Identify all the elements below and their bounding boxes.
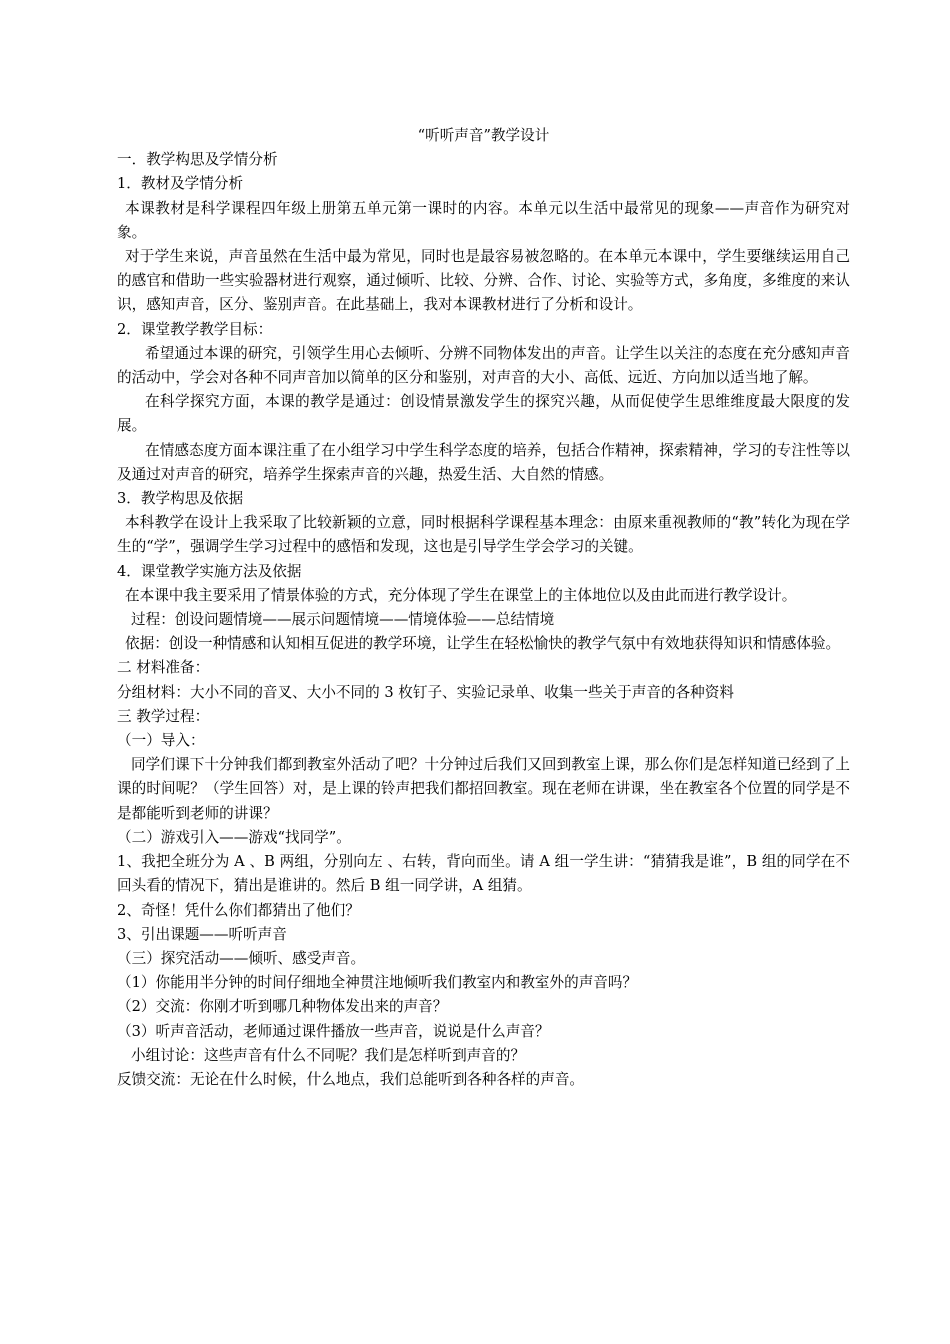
step-heading: （二）游戏引入——游戏“找同学”。 [117,828,351,846]
section-heading: 一．教学构思及学情分析 [117,151,278,169]
subsection-heading: 4．课堂教学实施方法及依据 [117,562,302,580]
paragraph: 在情感态度方面本课注重了在小组学习中学生科学态度的培养，包括合作精神，探索精神，学习的专注性等以及通过对声音的研究，培养学生探索声音的兴趣，热爱生活、大自然的情感。 [117,441,850,483]
subsection-heading: 3．教学构思及依据 [117,490,244,508]
step-heading: （三）探究活动——倾听、感受声音。 [117,949,366,967]
paragraph: 本课教材是科学课程四年级上册第五单元第一课时的内容。本单元以生活中最常见的现象——声音作为研究对象。 [117,199,850,241]
list-item: 1、我把全班分为 A 、B 两组，分别向左 、右转，背向而坐。请 A 组一学生讲：“猜猜我是谁”，B 组的同学在不回头看的情况下，猜出是谁讲的。然后 B 组一同学讲，A 组猜。 [117,853,850,895]
paragraph: 分组材料：大小不同的音叉、大小不同的 3 枚钉子、实验记录单、收集一些关于声音的各种资料 [117,683,734,701]
paragraph: 同学们课下十分钟我们都到教室外活动了吧？十分钟过后我们又回到教室上课，那么你们是怎样知道已经到了上课的时间呢？（学生回答）对，是上课的铃声把我们都招回教室。现在老师在讲课，坐在教室各个位置的同学是不是都能听到老师的讲课？ [117,756,850,822]
paragraph: 小组讨论：这些声音有什么不同呢？我们是怎样听到声音的？ [131,1046,526,1064]
section-heading: 二 材料准备： [117,659,210,677]
paragraph: 在本课中我主要采用了情景体验的方式，充分体现了学生在课堂上的主体地位以及由此而进行教学设计。 [125,586,797,604]
subsection-heading: 1．教材及学情分析 [117,175,244,193]
paragraph: 在科学探究方面，本课的教学是通过：创设情景激发学生的探究兴趣，从而促使学生思维维度最大限度的发展。 [117,393,850,435]
list-item: （1）你能用半分钟的时间仔细地全神贯注地倾听我们教室内和教室外的声音吗？ [117,974,638,992]
document-title: “听听声音”教学设计 [417,127,550,144]
list-item: （3）听声音活动，老师通过课件播放一些声音，说说是什么声音？ [117,1022,550,1040]
paragraph: 依据：创设一种情感和认知相互促进的教学环境，让学生在轻松愉快的教学气氛中有效地获得知识和情感体验。 [125,635,841,653]
step-heading: （一）导入： [117,732,205,750]
list-item: （2）交流：你刚才听到哪几种物体发出来的声音？ [117,998,448,1016]
section-heading: 三 教学过程： [117,707,210,725]
paragraph: 反馈交流：无论在什么时候，什么地点，我们总能听到各种各样的声音。 [117,1070,585,1088]
paragraph: 本科教学在设计上我采取了比较新颖的立意，同时根据科学课程基本理念：由原来重视教师的“教”转化为现在学生的“学”，强调学生学习过程中的感悟和发现，这也是引导学生学会学习的关键。 [117,514,850,556]
paragraph: 过程：创设问题情境——展示问题情境——情境体验——总结情境 [131,611,555,629]
list-item: 3、引出课题——听听声音 [117,925,287,943]
list-item: 2、奇怪！凭什么你们都猜出了他们？ [117,901,360,919]
paragraph: 对于学生来说，声音虽然在生活中最为常见，同时也是最容易被忽略的。在本单元本课中，学生要继续运用自己的感官和借助一些实验器材进行观察，通过倾听、比较、分辨、合作、讨论、实验等方式，多角度，多维度的来认识，感知声音，区分、鉴别声音。在此基础上，我对本课教材进行了分析和设计。 [117,248,850,314]
document-body [117,124,850,1092]
subsection-heading: 2．课堂教学教学目标： [117,320,273,338]
paragraph: 希望通过本课的研究，引领学生用心去倾听、分辨不同物体发出的声音。让学生以关注的态度在充分感知声音的活动中，学会对各种不同声音加以简单的区分和鉴别，对声音的大小、高低、远近、方向加以适当地了解。 [117,344,850,387]
